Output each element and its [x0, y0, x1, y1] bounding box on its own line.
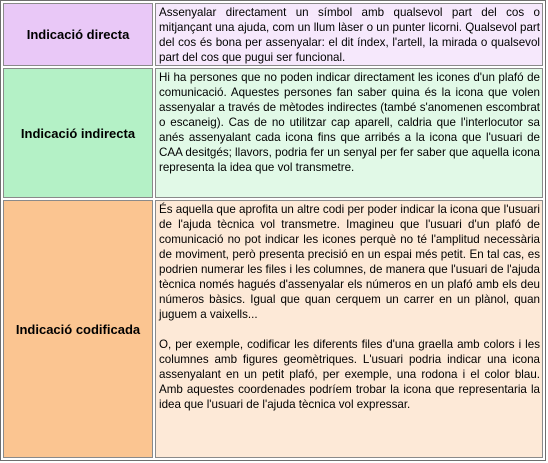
indication-methods-table	[1, 1, 545, 460]
description-paragraph: O, per exemple, codificar les diferents files d'una graella amb colors i les columnes amb figures geomètriques. L'usuari podria indicar una icona assenyalant en un petit plafó, per exemple, una rodona i el color blau. Amb aquestes coordenades podríem trobar la icona que representaria la idea que l'usuari de l'ajuda tècnica vol expressar.	[159, 338, 540, 411]
row-label-indirect: Indicació indirecta	[3, 68, 153, 198]
description-paragraph: Hi ha persones que no poden indicar directament les icones d'un plafó de comunicació. Aquestes persones fan saber quina és la icona que volen assenyalar a través de mètodes indirectes (també s'anomenen escombrat o escaneig). Cas de no utilitzar cap aparell, caldria que l'interlocutor sa anés assenyalant cada icona fins que arribés a la icona que l'usuari de CAA desitgés; llavors, podria fer un senyal per fer saber que aquella icona representa la idea que vol transmetre.	[159, 71, 540, 174]
row-label-direct: Indicació directa	[3, 3, 153, 66]
table-row-indirect	[3, 68, 543, 198]
row-label-coded: Indicació codificada	[3, 200, 153, 458]
description-paragraph: Assenyalar directament un símbol amb qualsevol part del cos o mitjançant una ajuda, com un llum làser o un punter licorni. Qualsevol part del cos és bona per assenyalar: el dit índex, l'artell, la mirada o qualsevol part del cos que pugui ser funcional.	[159, 6, 540, 64]
table-row-direct	[3, 3, 543, 66]
table-row-coded	[3, 200, 543, 458]
row-description-indirect	[155, 68, 543, 198]
row-description-coded	[155, 200, 543, 458]
description-paragraph: És aquella que aprofita un altre codi per poder indicar la icona que l'usuari de l'ajuda tècnica vol transmetre. Imagineu que l'usuari d'un plafó de comunicació no pot indicar les icones perquè no té l'amplitud necessària de moviment, però presenta precisió en un espai més petit. En tal cas, es podrien numerar les files i les columnes, de manera que l'usuari de l'ajuda tècnica només hagués d'assenyalar els números en un plafó amb els deu números bàsics. Igual que quan cerquem un carrer en un plànol, quan juguem a vaixells...	[159, 203, 540, 321]
row-description-direct	[155, 3, 543, 66]
